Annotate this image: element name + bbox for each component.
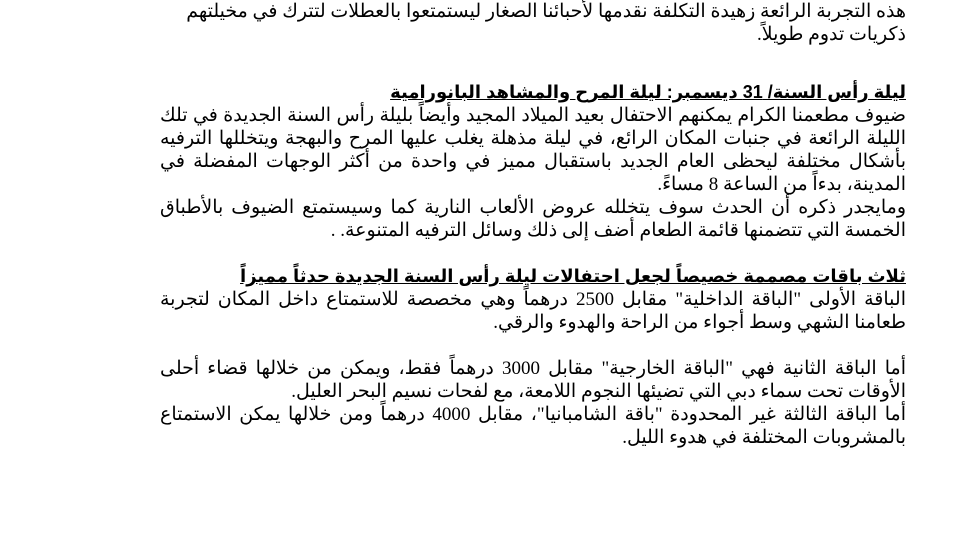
spacer [160, 69, 906, 81]
section-heading-new-year: ليلة رأس السنة/ 31 ديسمبر: ليلة المرح والمشاهد البانورامية [390, 82, 906, 102]
spacer [160, 242, 906, 265]
paragraph-package-champagne: أما الباقة الثالثة غير المحدودة "باقة الشامبانيا"، مقابل 4000 درهماً ومن خلالها يمكن الاستمتاع بالمشروبات المختلفة في هدوء الليل. [160, 404, 906, 448]
paragraph-fireworks: ومايجدر ذكره أن الحدث سوف يتخلله عروض الألعاب النارية كما وسيستمتع الضيوف بالأطباق الخمسة التي تتضمنها قائمة الطعام أضف إلى ذلك وسائل الترفيه المتنوعة. . [160, 197, 906, 241]
intro-line-2: ذكريات تدوم طويلاً. [757, 24, 906, 45]
paragraph-package-inside: الباقة الأولى "الباقة الداخلية" مقابل 2500 درهماً وهي مخصصة للاستمتاع داخل المكان لتجربة طعامنا الشهي وسط أجواء من الراحة والهدوء والرقي. [160, 289, 906, 333]
document-page [160, 0, 906, 449]
section-heading-packages: ثلاث باقات مصممة خصيصاً لجعل احتفالات ليلة رأس السنة الجديدة حدثاً مميزاً [240, 266, 906, 286]
paragraph-package-outside: أما الباقة الثانية فهي "الباقة الخارجية" مقابل 3000 درهماً فقط، ويمكن من خلالها قضاء أحلى الأوقات تحت سماء دبي التي تضيئها النجوم اللامعة، مع لفحات نسيم البحر العليل. [160, 358, 907, 402]
intro-line-1: هذه التجربة الرائعة زهيدة التكلفة نقدمها لأحبائنا الصغار ليستمتعوا بالعطلات لتترك في مخيلتهم [186, 1, 906, 22]
spacer [160, 334, 906, 357]
spacer [160, 46, 906, 69]
paragraph-celebration: ضيوف مطعمنا الكرام يمكنهم الاحتفال بعيد الميلاد المجيد وأيضاً بليلة رأس السنة الجديدة في تلك الليلة الرائعة في جنبات المكان الرائع، في ليلة مذهلة يغلب عليها المرح والبهجة ويتخللها الترفيه بأشكال مختلفة ليحظى العام الجديد باستقبال مميز في واحدة من أكثر الوجهات المفضلة في المدينة، بدءاً من الساعة 8 مساءً. [160, 105, 906, 195]
